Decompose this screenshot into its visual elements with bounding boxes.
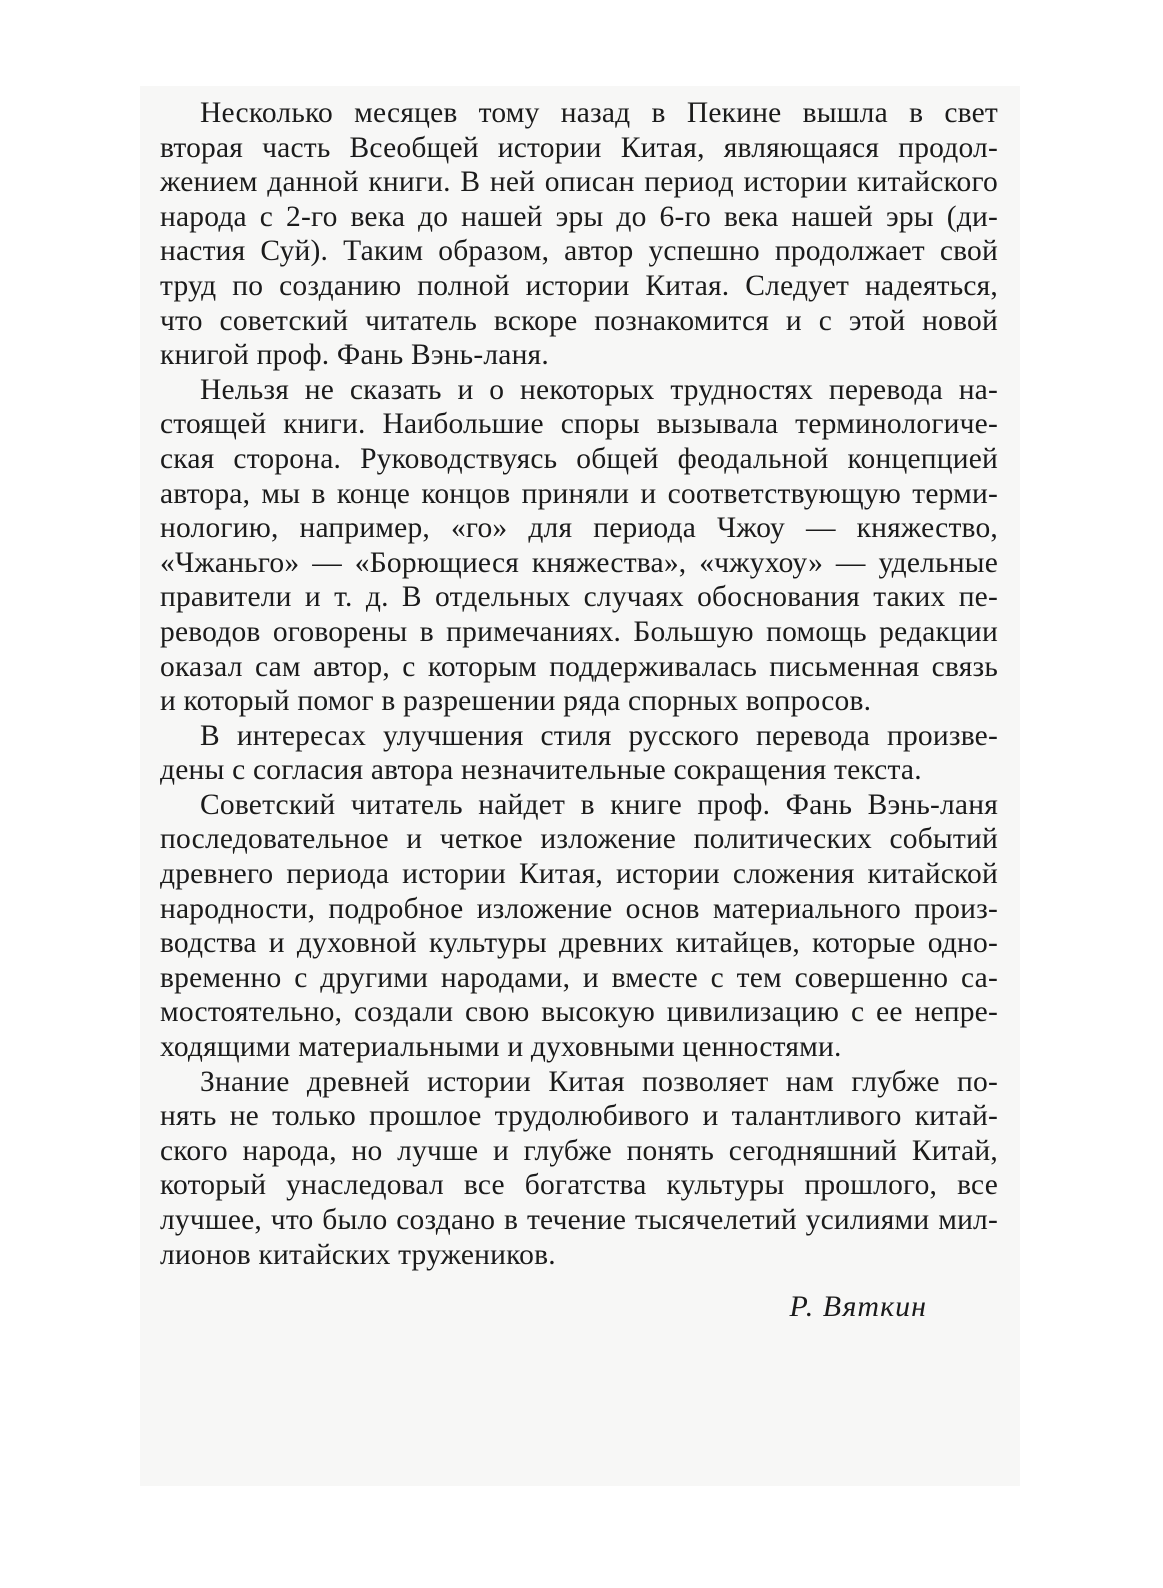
paragraph-5	[160, 1065, 998, 1273]
text-line: ходящими материальными и духовными ценностями.	[160, 1031, 842, 1064]
text-line: «Чжаньго» — «Борющиеся княжества», «чжухоу» — удельные	[160, 546, 998, 579]
text-line: Нельзя не сказать и о некоторых трудностях перевода на-	[200, 373, 998, 406]
author-signature: Р. Вяткин	[789, 1290, 927, 1323]
text-line: водства и духовной культуры древних китайцев, которые одно-	[160, 927, 998, 960]
text-line: В интересах улучшения стиля русского перевода произве-	[200, 719, 998, 752]
text-line: оказал сам автор, с которым поддерживалась письменная связь	[160, 650, 998, 683]
text-line: ская сторона. Руководствуясь общей феодальной концепцией	[160, 442, 998, 475]
paragraph-1	[160, 96, 998, 373]
text-line: реводов оговорены в примечаниях. Большую помощь редакции	[160, 615, 998, 648]
text-line: труд по созданию полной истории Китая. Следует надеяться,	[160, 269, 998, 302]
text-line: мостоятельно, создали свою высокую цивилизацию с ее непре-	[160, 996, 998, 1029]
text-line: и который помог в разрешении ряда спорных вопросов.	[160, 685, 872, 718]
text-line: жением данной книги. В ней описан период истории китайского	[160, 166, 998, 199]
text-line: древнего периода истории Китая, истории сложения китайской	[160, 858, 998, 891]
text-line: лучшее, что было создано в течение тысячелетий усилиями мил-	[160, 1204, 998, 1236]
text-line: настия Суй). Таким образом, автор успешно продолжает свой	[160, 235, 998, 268]
text-line: ского народа, но лучше и глубже понять сегодняшний Китай,	[160, 1134, 998, 1167]
document-body	[160, 96, 998, 1272]
text-line: Знание древней истории Китая позволяет нам глубже по-	[200, 1065, 998, 1098]
text-line: автора, мы в конце концов приняли и соответствующую терми-	[160, 477, 998, 510]
text-line: книгой проф. Фань Вэнь-ланя.	[160, 339, 549, 372]
text-line: нять не только прошлое трудолюбивого и талантливого китай-	[160, 1100, 998, 1133]
text-line: народа с 2-го века до нашей эры до 6-го века нашей эры (ди-	[160, 200, 998, 233]
paragraph-3	[160, 719, 998, 788]
paragraph-4	[160, 788, 998, 1065]
text-line: последовательное и четкое изложение политических событий	[160, 823, 998, 856]
text-line: временно с другими народами, и вместе с тем совершенно са-	[160, 961, 998, 994]
text-line: Советский читатель найдет в книге проф. Фань Вэнь-ланя	[200, 788, 998, 821]
text-line: дены с согласия автора незначительные сокращения текста.	[160, 754, 922, 787]
text-line: нологию, например, «го» для периода Чжоу — княжество,	[160, 512, 998, 545]
text-line: народности, подробное изложение основ материального произ-	[160, 892, 998, 925]
text-line: стоящей книги. Наибольшие споры вызывала терминологиче-	[160, 408, 998, 441]
text-line: который унаследовал все богатства культуры прошлого, все	[160, 1169, 998, 1202]
text-line: лионов китайских тружеников.	[160, 1238, 556, 1271]
text-line: Несколько месяцев тому назад в Пекине вышла в свет	[200, 97, 998, 129]
text-line: правители и т. д. В отдельных случаях обоснования таких пе-	[160, 581, 998, 614]
text-line: что советский читатель вскоре познакомится и с этой новой	[160, 304, 998, 337]
text-line: вторая часть Всеобщей истории Китая, являющаяся продол-	[160, 131, 998, 164]
paragraph-2	[160, 373, 998, 719]
